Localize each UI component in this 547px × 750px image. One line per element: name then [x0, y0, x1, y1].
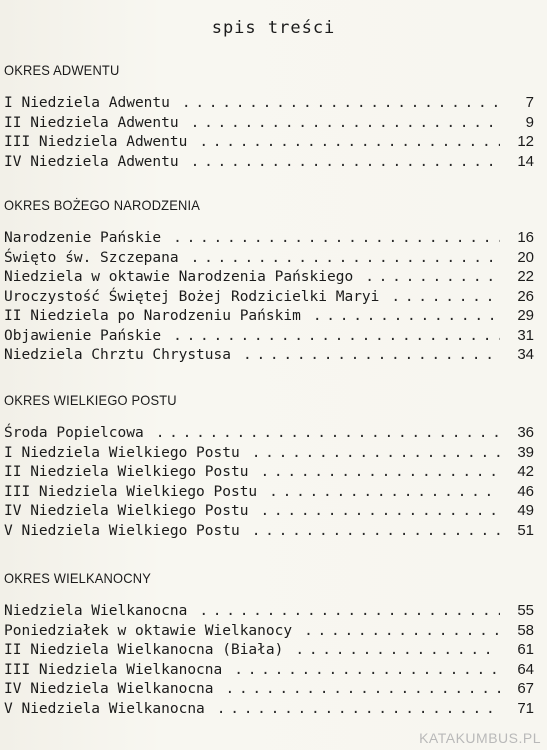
entry-title: III Niedziela Wielkanocna [4, 661, 223, 678]
entry-list [4, 93, 534, 171]
entry-title: IV Niedziela Wielkiego Postu [4, 503, 249, 519]
section-lent [4, 390, 534, 540]
entry-page-number: 39 [517, 443, 534, 461]
toc-entry [4, 640, 534, 660]
toc-entry [4, 228, 534, 248]
watermark: KATAKUMBUS.PL [419, 730, 541, 746]
dot-leader [205, 700, 500, 720]
entry-page-number: 55 [517, 602, 534, 619]
entry-title: IV Niedziela Wielkanocna [4, 681, 214, 697]
entry-title: Niedziela w oktawie Narodzenia Pańskiego [4, 269, 354, 285]
entry-page-number: 51 [517, 521, 534, 539]
toc-entry [4, 462, 534, 482]
section-christmas [4, 195, 534, 365]
toc-entry [4, 601, 534, 621]
entry-page-number: 42 [517, 463, 534, 480]
dot-leader [170, 94, 500, 114]
entry-title: Środa Popielcowa [4, 425, 144, 441]
section-heading: OKRES ADWENTU [4, 62, 120, 78]
toc-entry [4, 345, 534, 365]
entry-title: Święto św. Szczepana [4, 249, 179, 266]
toc-entry [4, 152, 534, 172]
entry-page-number: 9 [525, 113, 534, 131]
entry-title: Narodzenie Pańskie [4, 230, 162, 246]
dot-leader [179, 114, 500, 134]
dot-leader [214, 680, 500, 700]
section-heading: OKRES BOŻEGO NARODZENIA [4, 197, 201, 213]
toc-entry [4, 482, 534, 502]
entry-title: III Niedziela Adwentu [4, 134, 188, 150]
entry-page-number: 58 [517, 621, 534, 639]
dot-leader [240, 522, 500, 542]
toc-entry [4, 113, 534, 133]
entry-page-number: 61 [517, 641, 534, 658]
entry-page-number: 46 [517, 482, 534, 500]
entry-page-number: 71 [517, 699, 534, 717]
entry-page-number: 31 [517, 326, 534, 344]
dot-leader [144, 424, 500, 444]
entry-title: II Niedziela Adwentu [4, 114, 179, 131]
dot-leader [179, 153, 500, 173]
dot-leader [187, 602, 500, 622]
entry-title: Niedziela Chrztu Chrystusa [4, 347, 231, 363]
toc-entry [4, 267, 534, 287]
toc-entry [4, 660, 534, 680]
entry-title: V Niedziela Wielkanocna [4, 700, 205, 717]
entry-page-number: 67 [517, 680, 534, 697]
dot-leader [257, 483, 500, 503]
page-title: spis treści [211, 18, 336, 38]
entry-page-number: 20 [517, 248, 534, 266]
dot-leader [231, 346, 500, 366]
entry-title: Objawienie Pańskie [4, 327, 162, 344]
entry-page-number: 12 [517, 133, 534, 150]
dot-leader [301, 307, 500, 327]
entry-title: IV Niedziela Adwentu [4, 153, 179, 170]
entry-title: Poniedziałek w oktawie Wielkanocy [4, 622, 293, 639]
dot-leader [248, 502, 500, 522]
entry-title: I Niedziela Wielkiego Postu [4, 444, 240, 461]
entry-page-number: 64 [517, 660, 534, 678]
section-easter [4, 568, 534, 718]
dot-leader [179, 249, 500, 269]
toc-entry [4, 443, 534, 463]
entry-title: III Niedziela Wielkiego Postu [4, 483, 258, 500]
dot-leader [248, 463, 500, 483]
toc-entry [4, 132, 534, 152]
toc-entry [4, 423, 534, 443]
toc-entry [4, 248, 534, 268]
section-heading: OKRES WIELKIEGO POSTU [4, 392, 177, 408]
entry-title: Niedziela Wielkanocna [4, 603, 188, 619]
dot-leader [161, 229, 500, 249]
dot-leader [292, 622, 500, 642]
dot-leader [161, 327, 500, 347]
dot-leader [222, 661, 500, 681]
toc-entry [4, 521, 534, 541]
entry-list [4, 423, 534, 540]
entry-page-number: 14 [517, 152, 534, 170]
entry-page-number: 16 [517, 229, 534, 246]
toc-entry [4, 326, 534, 346]
toc-entry [4, 699, 534, 719]
dot-leader [240, 444, 500, 464]
entry-title: II Niedziela Wielkanocna (Biała) [4, 642, 284, 658]
entry-title: V Niedziela Wielkiego Postu [4, 522, 240, 539]
dot-leader [283, 641, 500, 661]
entry-title: Uroczystość Świętej Bożej Rodzicielki Maryi [4, 288, 380, 305]
entry-page-number: 7 [525, 94, 534, 111]
toc-entry [4, 621, 534, 641]
entry-page-number: 34 [517, 346, 534, 363]
toc-entry [4, 306, 534, 326]
entry-title: II Niedziela Wielkiego Postu [4, 464, 249, 480]
dot-leader [187, 133, 500, 153]
dot-leader [379, 288, 500, 308]
entry-page-number: 36 [517, 424, 534, 441]
dot-leader [353, 268, 500, 288]
entry-list [4, 228, 534, 365]
entry-page-number: 22 [517, 268, 534, 285]
entry-page-number: 49 [517, 502, 534, 519]
toc-entry [4, 501, 534, 521]
entry-title: I Niedziela Adwentu [4, 95, 170, 111]
entry-page-number: 29 [517, 307, 534, 324]
toc-entry [4, 287, 534, 307]
section-advent [4, 60, 534, 171]
section-heading: OKRES WIELKANOCNY [4, 570, 151, 586]
entry-page-number: 26 [517, 287, 534, 305]
entry-title: II Niedziela po Narodzeniu Pańskim [4, 308, 301, 324]
entry-list [4, 601, 534, 718]
toc-entry [4, 679, 534, 699]
toc-entry [4, 93, 534, 113]
